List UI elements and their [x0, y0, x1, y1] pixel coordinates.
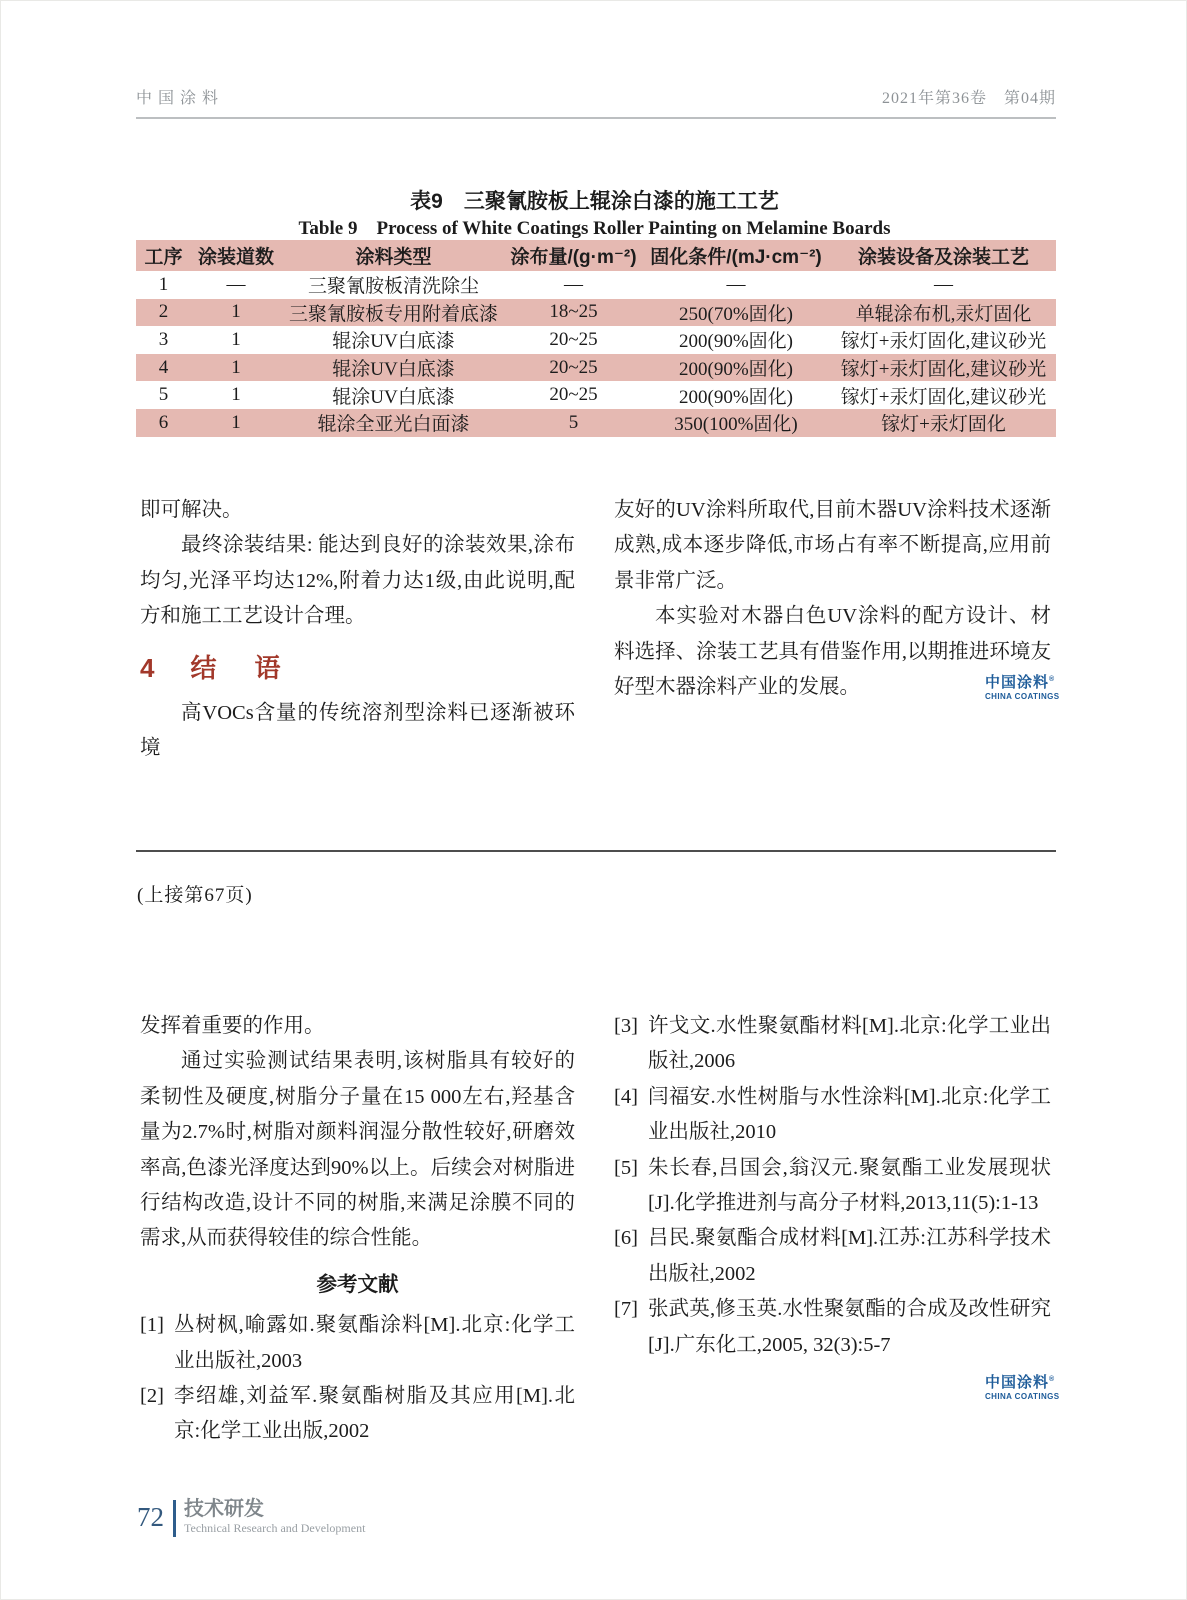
registered-mark-icon: ®: [1049, 676, 1056, 683]
table-cell: 镓灯+汞灯固化,建议砂光: [840, 331, 1047, 353]
table-cell: 200(90%固化): [679, 331, 793, 353]
reference-item: [140, 1379, 575, 1450]
continuation-note: (上接第67页): [137, 885, 253, 906]
reference-number: [2]: [140, 1385, 164, 1408]
reference-text: 李绍雄,刘益军.聚氨酯树脂及其应用[M].北京:化学工业出版,2002: [174, 1385, 575, 1443]
table-cell: 辊涂UV白底漆: [332, 386, 455, 408]
reference-number: [5]: [614, 1156, 638, 1179]
reference-number: [6]: [614, 1227, 638, 1250]
table-cell: —: [564, 273, 583, 295]
process-table: [136, 240, 1056, 437]
table-title-en: Table 9 Process of White Coatings Roller Painting on Melamine Boards: [298, 218, 891, 239]
journal-name: 中国涂料: [136, 90, 225, 107]
table-cell: 镓灯+汞灯固化: [881, 414, 1006, 436]
table-cell: 辊涂UV白底漆: [332, 331, 455, 353]
paragraph: 即可解决。: [140, 499, 243, 521]
table-cell: 3: [158, 328, 169, 350]
table-cell: —: [726, 273, 746, 295]
table-cell: 20~25: [549, 384, 598, 406]
table-cell: 1: [231, 384, 241, 406]
table-cell: 6: [158, 411, 169, 433]
table-title-cn: 表9 三聚氰胺板上辊涂白漆的施工工艺: [410, 190, 779, 213]
table-row: [136, 409, 1056, 437]
footer-section-cn: 技术研发: [184, 1498, 264, 1520]
reference-text: 朱长春,吕国会,翁汉元.聚氨酯工业发展现状[J].化学推进剂与高分子材料,2013,11(5):1-13: [648, 1156, 1051, 1215]
issue-info: 2021年第36卷 第04期: [881, 90, 1056, 107]
reference-text: 丛树枫,喻露如.聚氨酯涂料[M].北京:化学工业出版社,2003: [174, 1314, 575, 1372]
col-header: 涂料类型: [355, 247, 432, 268]
paragraph: 发挥着重要的作用。: [140, 1015, 325, 1037]
table-cell: 1: [231, 301, 241, 323]
table-cell: 20~25: [549, 328, 598, 350]
col-header: 涂装设备及涂装工艺: [857, 247, 1029, 268]
table-cell: 1: [231, 411, 241, 433]
table-cell: 辊涂UV白底漆: [332, 359, 455, 381]
table-cell: 镓灯+汞灯固化,建议砂光: [840, 386, 1047, 408]
table-cell: 单辊涂布机,汞灯固化: [855, 303, 1032, 325]
section-title: 结 语: [190, 652, 287, 683]
paragraph: 本实验对木器白色UV涂料的配方设计、材料选择、涂装工艺具有借鉴作用,以期推进环境友好型木器涂料产业的发展。: [614, 605, 1051, 699]
reference-item: [614, 1221, 1051, 1292]
table-cell: 350(100%固化): [674, 414, 798, 436]
footer-section-labels: [184, 1497, 365, 1535]
table-cell: 200(90%固化): [679, 359, 793, 381]
reference-item: [614, 1009, 1051, 1080]
reference-text: 许戈文.水性聚氨酯材料[M].北京:化学工业出版社,2006: [648, 1015, 1051, 1073]
table-row: [136, 271, 1056, 299]
table-cell: 5: [568, 411, 579, 433]
reference-item: [614, 1151, 1051, 1222]
page-number: 72: [137, 1502, 164, 1532]
page-footer: [137, 1497, 365, 1537]
reference-text: 闫福安.水性树脂与水性涂料[M].北京:化学工业出版社,2010: [648, 1085, 1051, 1144]
paragraph: 最终涂装结果: 能达到良好的涂装效果,涂布均匀,光泽平均达12%,附着力达1级,由此说明,配方和施工工艺设计合理。: [140, 534, 575, 628]
table-row: [136, 299, 1056, 327]
reference-item: [614, 1080, 1051, 1151]
reference-text: 张武英,修玉英.水性聚氨酯的合成及改性研究[J].广东化工,2005, 32(3):5-7: [648, 1298, 1051, 1356]
reference-item: [614, 1292, 1051, 1363]
logo-text-en: CHINA COATINGS: [985, 1392, 1060, 1401]
footer-section-en: Technical Research and Development: [184, 1521, 366, 1535]
reference-text: 吕民.聚氨酯合成材料[M].江苏:江苏科学技术出版社,2002: [648, 1227, 1051, 1285]
paragraph: 通过实验测试结果表明,该树脂具有较好的柔韧性及硬度,树脂分子量在15 000左右,羟基含量为2.7%时,树脂对颜料润湿分散性较好,研磨效率高,色漆光泽度达到90%以上。后续会对树脂进行结构改造,设计不同的树脂,来满足涂膜不同的需求,从而获得较佳的综合性能。: [140, 1050, 575, 1250]
table-cell: 1: [231, 356, 241, 378]
table-cell: 镓灯+汞灯固化,建议砂光: [840, 359, 1047, 381]
paragraph: 高VOCs含量的传统溶剂型涂料已逐渐被环境: [140, 701, 575, 760]
logo-text-en: CHINA COATINGS: [985, 692, 1060, 701]
footer-divider-bar: [173, 1500, 176, 1537]
reference-number: [1]: [140, 1314, 164, 1337]
table-cell: —: [226, 273, 246, 295]
article2-left-column: [140, 1009, 575, 1450]
table-cell: 三聚氰胺板专用附着底漆: [288, 303, 498, 325]
china-coatings-logo: [985, 1371, 1060, 1402]
col-header: 涂布量/(g·m⁻²): [510, 247, 637, 268]
running-head: [136, 85, 1056, 108]
header-rule: [136, 117, 1056, 119]
table-cell: 200(90%固化): [679, 386, 793, 408]
table-cell: 三聚氰胺板清洗除尘: [307, 276, 479, 298]
table-row: [136, 381, 1056, 409]
table-row: [136, 326, 1056, 354]
reference-number: [7]: [614, 1298, 638, 1321]
china-coatings-logo: [985, 671, 1060, 702]
table-cell: 4: [158, 356, 169, 378]
table-header-row: [136, 240, 1056, 271]
table-cell: 18~25: [549, 301, 598, 323]
table-cell: 250(70%固化): [679, 303, 793, 325]
table-cell: —: [934, 273, 953, 295]
section-heading: [140, 650, 575, 686]
col-header: 固化条件/(mJ·cm⁻²): [650, 247, 822, 268]
article2-right-column: [614, 1009, 1051, 1363]
logo-text-cn: 中国涂料®: [985, 1374, 1056, 1391]
table-cell: 2: [158, 301, 169, 323]
registered-mark-icon: ®: [1049, 1376, 1056, 1383]
col-header: 涂装道数: [197, 247, 274, 268]
col-header: 工序: [144, 247, 183, 268]
table-cell: 1: [231, 328, 241, 350]
reference-number: [3]: [614, 1015, 638, 1037]
article1-left-column: [140, 493, 575, 766]
reference-number: [4]: [614, 1085, 638, 1108]
section-number: 4: [140, 652, 155, 683]
article-divider-rule: [136, 850, 1056, 852]
references-heading: 参考文献: [316, 1272, 399, 1296]
table-cell: 20~25: [549, 356, 598, 378]
table-cell: 辊涂全亚光白面漆: [317, 414, 470, 436]
reference-item: [140, 1308, 575, 1379]
table-row: [136, 354, 1056, 382]
paragraph: 友好的UV涂料所取代,目前木器UV涂料技术逐渐成熟,成本逐步降低,市场占有率不断提高,应用前景非常广泛。: [614, 499, 1051, 592]
table-cell: 5: [158, 384, 169, 406]
table-cell: 1: [158, 273, 169, 295]
logo-text-cn: 中国涂料®: [985, 674, 1056, 691]
